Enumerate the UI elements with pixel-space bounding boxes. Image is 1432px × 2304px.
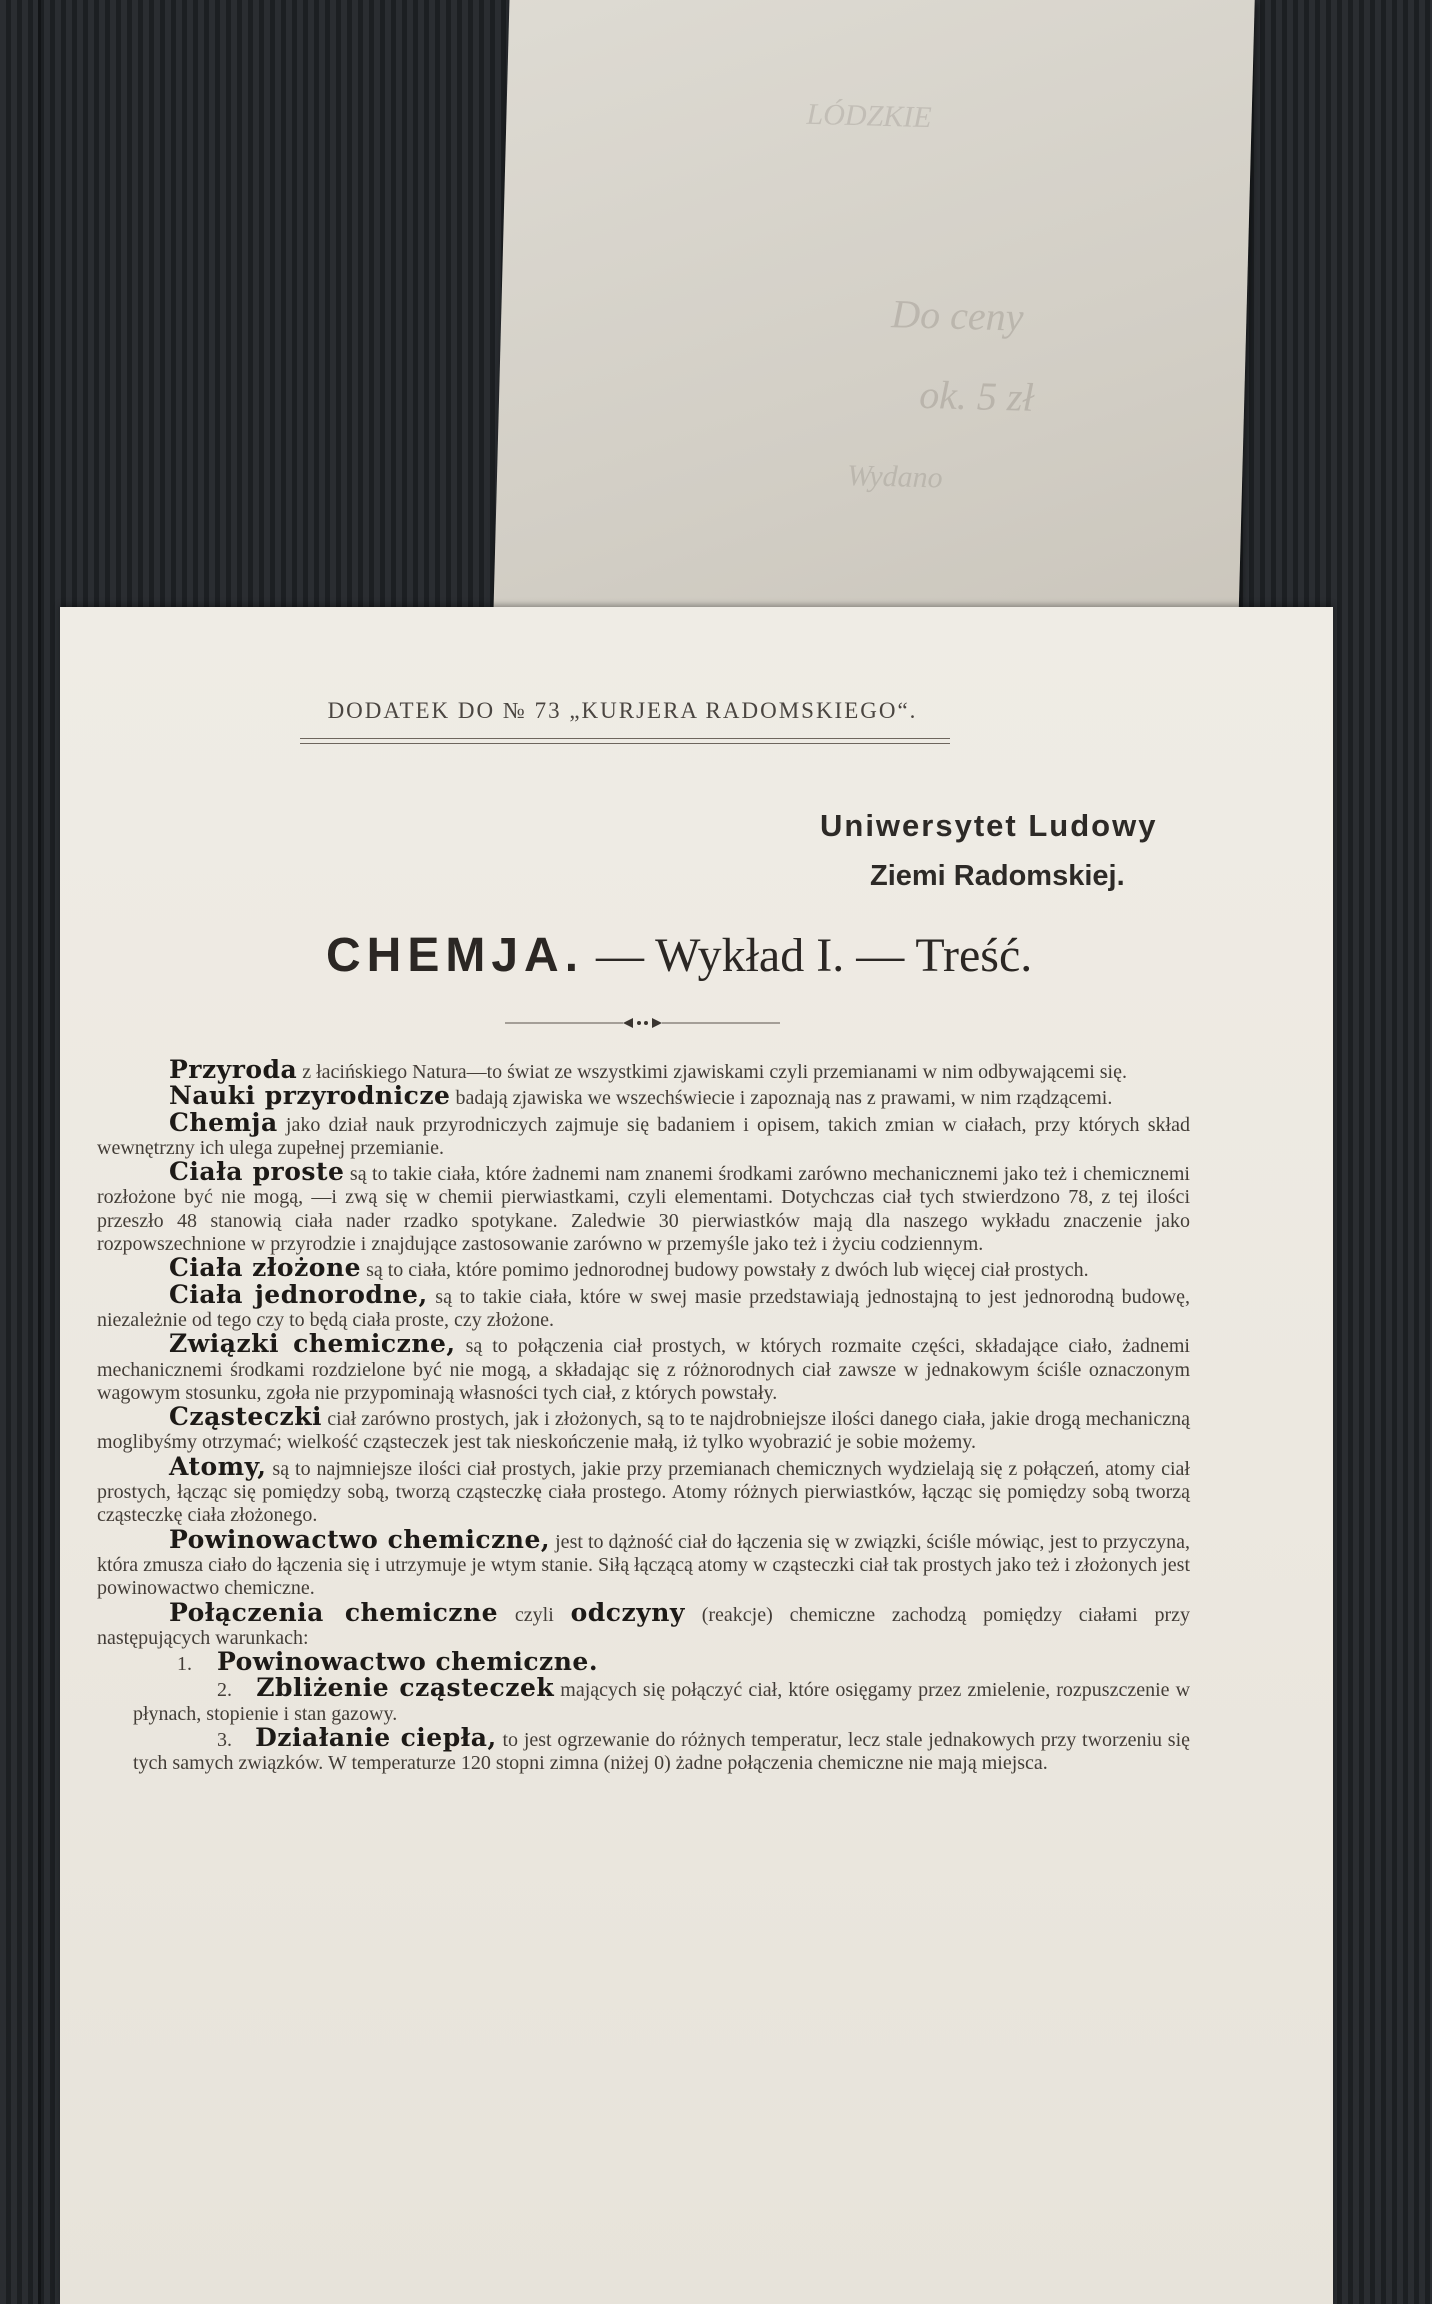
page-header: DODATEK DO № 73 „KURJERA RADOMSKIEGO“.	[327, 698, 918, 723]
keyword: Przyroda	[169, 1055, 298, 1084]
pencil-note: ok. 5 zł	[918, 371, 1035, 420]
keyword: Ciała jednorodne,	[169, 1279, 428, 1309]
conditions-list	[97, 1647, 1191, 1775]
item-text: mających się połączyć ciał, które osięgamy przez zmielenie, rozpuszczenie w płynach, stopienie i stan gazowy.	[133, 1679, 1191, 1725]
definition-text: (reakcje) chemiczne zachodzą pomiędzy ciałami przy następujących warunkach:	[97, 1603, 1190, 1649]
definition-text: są to połączenia ciał prostych, w których rozmaite części, składające ciało, żadnemi mechanicznemi środkami rozdzielone być nie mogą, a składając się z różnorodnych ciał zawsze w jednakowym ściśle oznaczonym wagowym stosunku, zgoła nie przypominają własności tych ciał, z których powstały.	[97, 1335, 1190, 1404]
keyword: Zbliżenie cząsteczek	[256, 1673, 555, 1703]
keyword: Związki chemiczne,	[169, 1329, 456, 1359]
definition-text: jest to dążność ciał do łączenia się w związki, ściśle mówiąc, jest to przyczyna, która zmusza ciało do łączenia się i utrzymuje je wtym stanie. Siłą łączącą atomy w cząsteczki ciał tak prostych jako też i złożonych jest powinowactwo chemiczne.	[97, 1530, 1190, 1600]
definition-text: są to takie ciała, które w swej masie przedstawiają jednostajną to jest jednorodną budowę, niezależnie od tego czy to będą ciała proste, czy złożone.	[97, 1285, 1190, 1331]
ornament-divider	[505, 1013, 780, 1033]
keyword: Powinowactwo chemiczne,	[169, 1524, 551, 1554]
keyword: Atomy,	[169, 1451, 267, 1481]
definition-paragraph	[97, 1157, 1190, 1256]
list-item	[97, 1673, 1191, 1726]
definition-paragraph	[97, 1402, 1190, 1455]
pencil-note: Do ceny	[890, 291, 1025, 340]
item-number: 3.	[217, 1729, 232, 1752]
title-rest: — Wykład I. — Treść.	[584, 929, 1033, 982]
connector-text: czyli	[498, 1603, 571, 1626]
keyword: Chemja	[169, 1107, 278, 1137]
keyword: Działanie ciepła,	[255, 1723, 497, 1753]
lecture-body	[97, 1055, 1191, 1776]
definition-text: ciał zarówno prostych, jak i złożonych, są to te najdrobniejsze ilości danego ciała, jakie drogą mechaniczną moglibyśmy otrzymać; wielkość cząsteczek jest tak nieskończenie małą, iż tylko wyobrazić je sobie możemy.	[97, 1408, 1190, 1454]
reactions-paragraph	[97, 1597, 1190, 1651]
definition-paragraph	[97, 1329, 1190, 1405]
header-rule	[300, 738, 950, 744]
definition-paragraph	[97, 1451, 1190, 1528]
keyword: Nauki przyrodnicze	[169, 1081, 451, 1111]
binder-edge	[38, 0, 41, 2304]
bleed-through-text: LÓDZKIE	[806, 97, 933, 135]
university-name: Uniwersytet Ludowy	[820, 808, 1158, 843]
definition-text: są to najmniejsze ilości ciał prostych, jakie przy przemianach chemicznych wydzielają się z połączeń, atomy ciał prostych, łącząc się pomiędzy sobą, tworzą cząsteczkę ciała prostego. Atomy różnych pierwiastków, łącząc się pomiędzy sobą tworzą cząsteczkę ciała złożonego.	[97, 1457, 1190, 1527]
definition-paragraph	[97, 1107, 1190, 1161]
bleed-through-text: Wydano	[846, 459, 944, 495]
definition-text: są to ciała, które pomimo jednorodnej budowy powstały z dwóch lub więcej ciał prostych.	[361, 1259, 1089, 1282]
keyword: Cząsteczki	[169, 1402, 323, 1432]
item-number: 1.	[177, 1653, 192, 1676]
definition-text: z łacińskiego Natura—to świat ze wszystkimi zjawiskami czyli przemianami w nim odbywającemi się.	[297, 1061, 1127, 1083]
keyword: Powinowactwo chemiczne.	[217, 1647, 599, 1677]
keyword: Połączenia chemiczne	[169, 1597, 499, 1627]
definition-paragraph	[97, 1279, 1190, 1333]
definition-text: badają zjawiska we wszechświecie i zapoznają nas z prawami, w nim rządzącemi.	[450, 1087, 1113, 1110]
item-number: 2.	[217, 1679, 232, 1702]
definition-text: jako dział nauk przyrodniczych zajmuje się badaniem i opisem, takich zmian w ciałach, przy których skład wewnętrzny ich ulega zupełnej przemianie.	[97, 1113, 1190, 1159]
university-region: Ziemi Radomskiej.	[870, 860, 1125, 892]
definition-paragraph	[97, 1524, 1190, 1601]
definition-text: są to takie ciała, które żadnemi nam znanemi środkami zarówno mechanicznemi jako też i chemicznemi rozłożone być nie mogą, —i zwą się w chemii pierwiastkami, czyli elementami. Dotychczas ciał tych stwierdzono 78, z tej ilości przeszło 48 stanowią ciała nader rzadko spotykane. Zaledwie 30 pierwiastków mają dla naszego wykładu znaczenie jako rozpowszechnione w przyrodzie i znajdujące zastosowanie zarówno w przemyśle jako też i życiu codziennym.	[97, 1163, 1190, 1256]
keyword: Ciała złożone	[169, 1253, 362, 1283]
attached-paper-slip	[492, 0, 1255, 704]
list-item	[97, 1723, 1190, 1776]
keyword: Ciała proste	[169, 1157, 345, 1187]
item-text: to jest ogrzewanie do różnych temperatur, lecz stale jednakowych przy tworzeniu się tych samych związków. W temperaturze 120 stopni zimna (niżej 0) żadne połączenia chemiczne nie mają miejsca.	[133, 1729, 1190, 1775]
lecture-title	[326, 928, 1033, 983]
title-subject: CHEMJA.	[326, 929, 585, 982]
keyword: odczyny	[570, 1597, 685, 1627]
